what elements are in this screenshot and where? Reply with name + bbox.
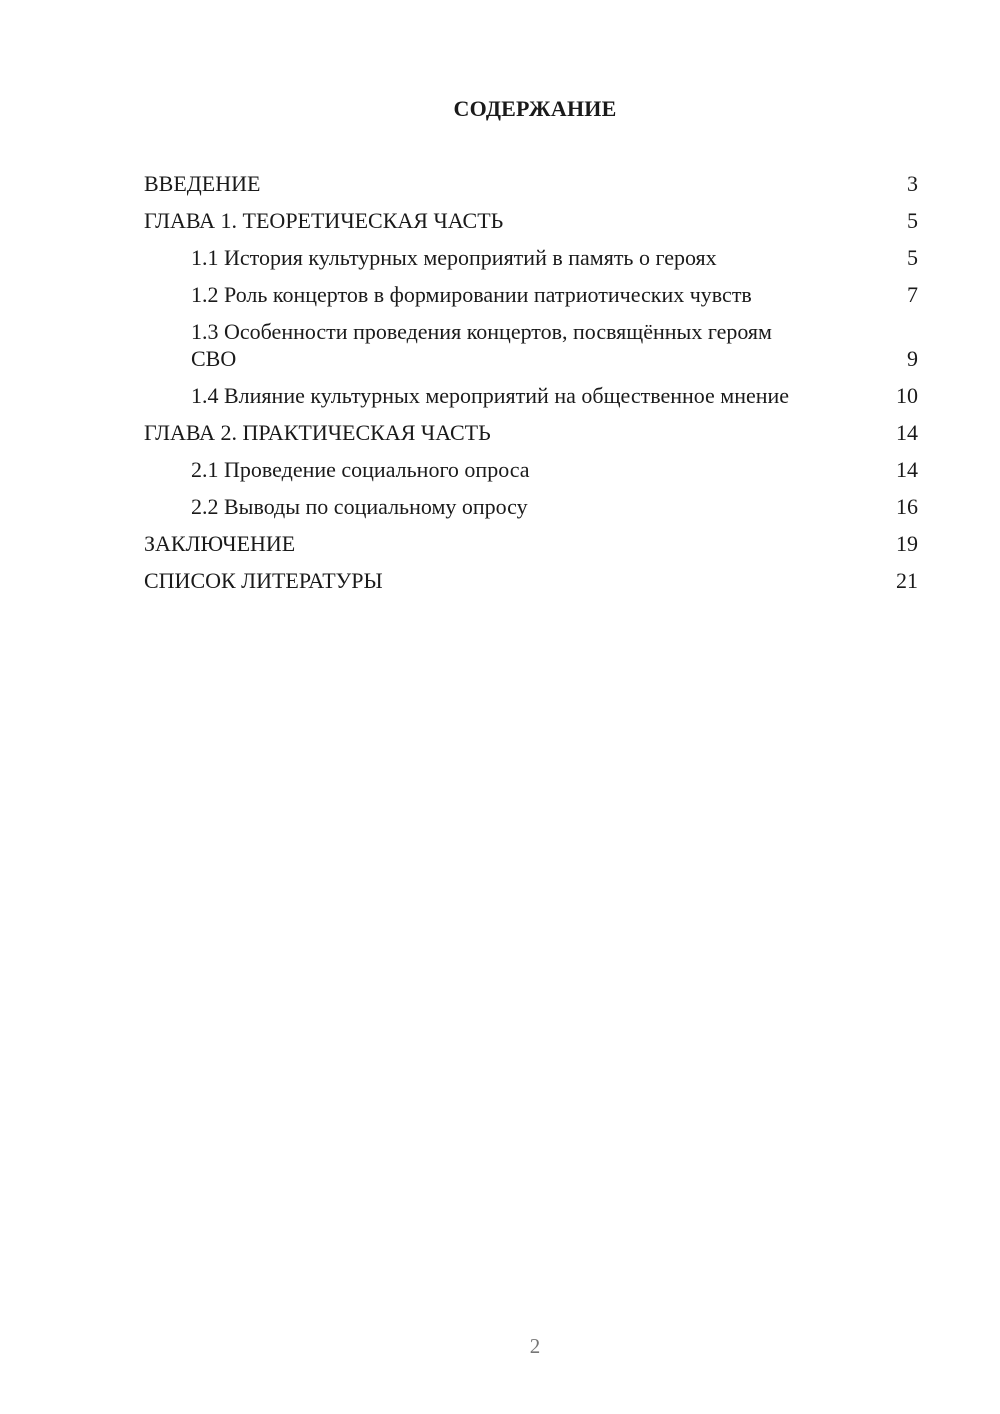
toc-entry-page: 10	[896, 383, 918, 408]
toc-entry-text: 2.1 Проведение социального опроса	[191, 457, 530, 482]
toc-entry-section-2-1[interactable]	[144, 456, 918, 483]
table-of-contents	[144, 170, 918, 604]
toc-entry-page: 5	[907, 208, 918, 233]
toc-entry-text: 1.3 Особенности проведения концертов, посвящённых героям СВО	[191, 319, 772, 371]
toc-entry-chapter-2[interactable]	[144, 419, 918, 446]
toc-entry-page: 19	[896, 531, 918, 556]
toc-entry-section-1-2[interactable]	[144, 281, 918, 308]
toc-entry-page: 3	[907, 171, 918, 196]
toc-entry-page: 21	[896, 568, 918, 593]
toc-entry-section-1-3[interactable]	[144, 318, 918, 372]
toc-entry-text: ЗАКЛЮЧЕНИЕ	[144, 531, 296, 556]
toc-entry-introduction[interactable]	[144, 170, 918, 197]
toc-entry-text: 1.4 Влияние культурных мероприятий на общественное мнение	[191, 383, 790, 408]
page-number: 2	[529, 1334, 541, 1358]
toc-entry-page: 16	[896, 494, 918, 519]
toc-entry-section-1-1[interactable]	[144, 244, 918, 271]
toc-entry-page: 14	[896, 420, 918, 445]
toc-entry-section-2-2[interactable]	[144, 493, 918, 520]
toc-entry-chapter-1[interactable]	[144, 207, 918, 234]
toc-title: СОДЕРЖАНИЕ	[453, 96, 617, 121]
toc-entry-text: СПИСОК ЛИТЕРАТУРЫ	[144, 568, 383, 593]
toc-entry-text: 2.2 Выводы по социальному опросу	[191, 494, 528, 519]
toc-entry-text: 1.1 История культурных мероприятий в память о героях	[191, 245, 717, 270]
toc-entry-text: 1.2 Роль концертов в формировании патриотических чувств	[191, 282, 752, 307]
toc-entry-text: ВВЕДЕНИЕ	[144, 171, 261, 196]
toc-entry-conclusion[interactable]	[144, 530, 918, 557]
toc-entry-page: 14	[896, 457, 918, 482]
toc-entry-text: ГЛАВА 1. ТЕОРЕТИЧЕСКАЯ ЧАСТЬ	[144, 208, 504, 233]
toc-entry-page: 9	[907, 346, 918, 371]
toc-entry-page: 5	[907, 245, 918, 270]
toc-entry-section-1-4[interactable]	[144, 382, 918, 409]
toc-entry-references[interactable]	[144, 567, 918, 594]
toc-entry-page: 7	[907, 282, 918, 307]
toc-entry-text: ГЛАВА 2. ПРАКТИЧЕСКАЯ ЧАСТЬ	[144, 420, 491, 445]
